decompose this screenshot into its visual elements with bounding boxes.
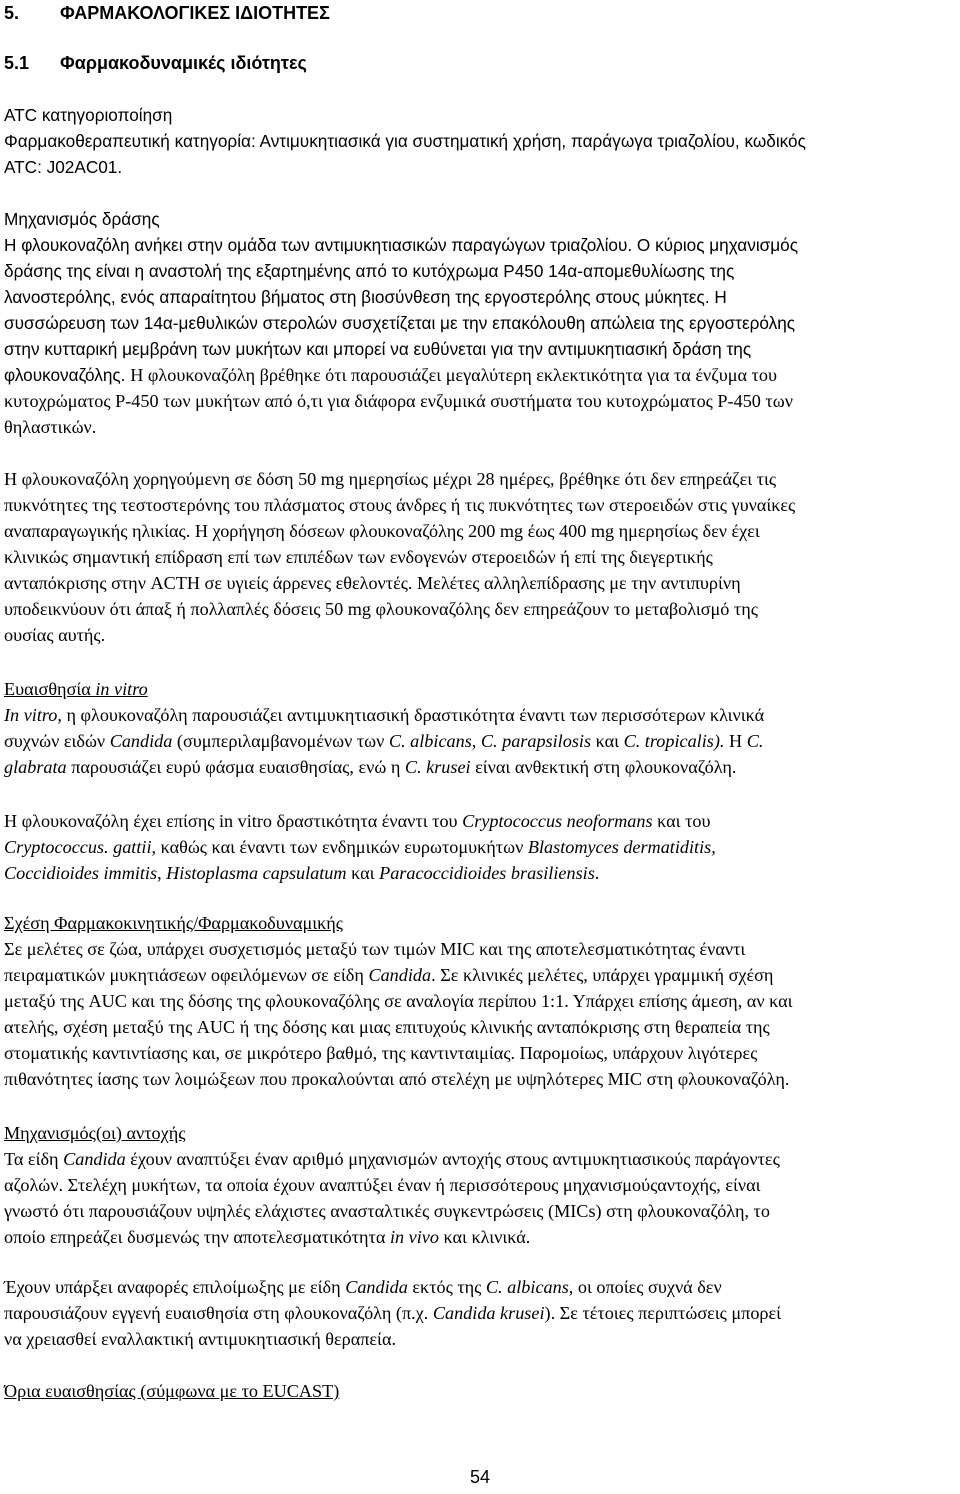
pkpd-line: στοματικής καντιντίασης και, σε μικρότερο βαθμό, της καντινταιμίας. Παρομοίως, υπάρχουν λιγότερες <box>4 1043 758 1063</box>
section-heading <box>4 2 330 24</box>
mechanism-line: Η φλουκοναζόλη ανήκει στην ομάδα των αντιμυκητιασικών παραγώγων τριαζολίου. Ο κύριος μηχανισμός <box>4 235 799 255</box>
invitro-line <box>4 728 952 754</box>
section-number: 5. <box>4 3 20 23</box>
pkpd-section <box>4 910 952 1092</box>
heading-text-italic: in vitro <box>95 679 148 699</box>
atc-line: ATC: J02AC01. <box>4 157 123 177</box>
heading-text: Ευαισθησία <box>4 679 96 699</box>
crypto-section <box>4 808 952 886</box>
resistance-line: γνωστό ότι παρουσιάζουν υψηλές ελάχιστες ανασταλτικές συγκεντρώσεις (MICs) στη φλουκοναζόλη, το <box>4 1201 770 1221</box>
subsection-heading <box>4 52 307 74</box>
text: ). Σε τέτοιες περιπτώσεις μπορεί <box>544 1303 782 1323</box>
reports-section <box>4 1274 952 1352</box>
hormone-line: αναπαραγωγικής ηλικίας. Η χορήγηση δόσεων φλουκοναζόλης 200 mg έως 400 mg ημερησίως δεν έχει <box>4 521 760 541</box>
text: Η φλουκοναζόλη έχει επίσης in vitro δραστικότητα έναντι του <box>4 811 463 831</box>
atc-line: Φαρμακοθεραπευτική κατηγορία: Αντιμυκητιασικά για συστηματική χρήση, παράγωγα τριαζολίου, κωδικός <box>4 131 806 151</box>
hormone-line: υποδεικνύουν ότι άπαξ ή πολλαπλές δόσεις 50 mg φλουκοναζόλης δεν επηρεάζουν το μεταβολισμό της <box>4 599 758 619</box>
text: Τα είδη <box>4 1149 64 1169</box>
resistance-line <box>4 1224 952 1250</box>
text: και <box>346 863 380 883</box>
italic-text: C. krusei <box>404 757 471 777</box>
text: , η φλουκοναζόλη παρουσιάζει αντιμυκητιασική δραστικότητα έναντι των περισσότερων κλινικά <box>57 705 765 725</box>
page-number: 54 <box>469 1467 491 1487</box>
invitro-heading <box>4 676 952 702</box>
mechanism-line <box>4 362 952 388</box>
hormone-line: πυκνότητες της τεστοστερόνης του πλάσματος στους άνδρες ή τις πυκνότητες των στεροειδών στις γυναίκες <box>4 495 796 515</box>
text: , οι οποίες συχνά δεν <box>568 1277 722 1297</box>
subsection-number: 5.1 <box>4 53 30 73</box>
pkpd-line: Σε μελέτες σε ζώα, υπάρχει συσχετισμός μεταξύ των τιμών MIC και της αποτελεσματικότητας έναντι <box>4 939 746 959</box>
hormone-section <box>4 466 952 648</box>
atc-section <box>4 102 952 180</box>
italic-text: C. <box>746 731 764 751</box>
mechanism-line: συσσώρευση των 14α-μεθυλικών στερολών συσχετίζεται με την επακόλουθη απώλεια της εργοστερόλης <box>4 313 796 333</box>
text: παρουσιάζουν εγγενή ευαισθησία στη φλουκοναζόλη (π.χ. <box>4 1303 433 1323</box>
text: Έχουν υπάρξει αναφορές επιλοίμωξης με είδη <box>4 1277 346 1297</box>
resistance-heading: Μηχανισμός(οι) αντοχής <box>4 1123 186 1143</box>
reports-line: να χρειασθεί εναλλακτική αντιμυκητιασική θεραπεία. <box>4 1329 397 1349</box>
hormone-line: ανταπόκρισης στην ACTH σε υγιείς άρρενες εθελοντές. Μελέτες αλληλεπίδρασης με την αντιπυρίνη <box>4 573 741 593</box>
text: πειραματικών μυκητιάσεων οφειλόμενων σε είδη <box>4 965 369 985</box>
italic-text: Coccidioides immitis <box>4 863 158 883</box>
pkpd-heading: Σχέση Φαρμακοκινητικής/Φαρμακοδυναμικής <box>4 913 344 933</box>
italic-text: Candida <box>345 1277 408 1297</box>
text: . Σε κλινικές μελέτες, υπάρχει γραμμική σχέση <box>431 965 774 985</box>
mechanism-line: στην κυτταρική μεμβράνη των μυκήτων και μπορεί να ευθύνεται για την αντιμυκητιασική δράση της <box>4 339 752 359</box>
pkpd-line: ατελής, σχέση μεταξύ της AUC ή της δόσης και μιας επιτυχούς κλινικής ανταπόκρισης στη θεραπεία της <box>4 1017 770 1037</box>
hormone-line: κλινικώς σημαντική επίδραση επί των επιπέδων των ενδογενών στεροειδών ή επί της διεγερτικής <box>4 547 713 567</box>
italic-text: Candida <box>63 1149 126 1169</box>
resistance-line <box>4 1146 952 1172</box>
resistance-section <box>4 1120 952 1250</box>
italic-text: C. tropicalis). <box>623 731 725 751</box>
subsection-title: Φαρμακοδυναμικές ιδιότητες <box>60 53 307 73</box>
text: και <box>591 731 624 751</box>
text: συχνών ειδών <box>4 731 110 751</box>
crypto-line <box>4 834 952 860</box>
italic-text: in vivo <box>389 1227 439 1247</box>
italic-text: Cryptococcus. gattii, <box>4 837 157 857</box>
mechanism-line: δράσης της είναι η αναστολή της εξαρτημένης από το κυτόχρωμα P450 14α-απομεθυλίωσης της <box>4 261 735 281</box>
text: είναι ανθεκτική στη φλουκοναζόλη. <box>470 757 737 777</box>
text: παρουσιάζει ευρύ φάσμα ευαισθησίας, ενώ η <box>66 757 405 777</box>
text: και του <box>652 811 711 831</box>
italic-text: C. albicans, C. parapsilosis <box>388 731 592 751</box>
hormone-line: ουσίας αυτής. <box>4 625 106 645</box>
italic-text: glabrata <box>4 757 67 777</box>
section-title: ΦΑΡΜΑΚΟΛΟΓΙΚΕΣ ΙΔΙΟΤΗΤΕΣ <box>60 3 330 23</box>
mechanism-section <box>4 206 952 440</box>
text: καθώς και έναντι των ενδημικών ευρωτομυκήτων <box>156 837 528 857</box>
text: (συμπεριλαμβανομένων των <box>172 731 389 751</box>
italic-text: Candida <box>368 965 432 985</box>
reports-line <box>4 1274 952 1300</box>
mechanism-text: φλουκοναζόλης. <box>4 365 126 385</box>
text: οποίο επηρεάζει δυσμενώς την αποτελεσματικότητα <box>4 1227 390 1247</box>
crypto-line <box>4 808 952 834</box>
text: , <box>157 863 167 883</box>
pkpd-line: πιθανότητες ίασης των λοιμώξεων που προκαλούνται από στελέχη με υψηλότερες MIC στη φλουκοναζόλη. <box>4 1069 790 1089</box>
hormone-line: Η φλουκοναζόλη χορηγούμενη σε δόση 50 mg ημερησίως μέχρι 28 ημέρες, βρέθηκε ότι δεν επηρεάζει τις <box>4 469 777 489</box>
atc-heading: ATC κατηγοριοποίηση <box>4 105 173 125</box>
invitro-line <box>4 754 952 780</box>
eucast-heading: Όρια ευαισθησίας (σύμφωνα με το EUCAST) <box>4 1381 340 1401</box>
mechanism-line: θηλαστικών. <box>4 417 97 437</box>
italic-text: Cryptococcus neoformans <box>462 811 653 831</box>
italic-text: In vitro <box>4 705 58 725</box>
italic-text: Histoplasma capsulatum <box>166 863 347 883</box>
italic-text: Paracoccidioides brasiliensis <box>379 863 595 883</box>
invitro-line <box>4 702 952 728</box>
mechanism-line: λανοστερόλης, ενός απαραίτητου βήματος στη βιοσύνθεση της εργοστερόλης στους μύκητες. Η <box>4 287 727 307</box>
pkpd-line: μεταξύ της AUC και της δόσης της φλουκοναζόλης σε αναλογία περίπου 1:1. Υπάρχει επίσης άμεση, αν και <box>4 991 793 1011</box>
italic-text: C. albicans <box>485 1277 569 1297</box>
resistance-line: αζολών. Στελέχη μυκήτων, τα οποία έχουν αναπτύξει έναν ή περισσότερους μηχανισμούςαντοχής, είναι <box>4 1175 761 1195</box>
crypto-line <box>4 860 952 886</box>
mechanism-text: Η φλουκοναζόλη βρέθηκε ότι παρουσιάζει μεγαλύτερη εκλεκτικότητα για τα ένζυμα του <box>130 365 777 385</box>
italic-text: Candida krusei <box>432 1303 545 1323</box>
eucast-section <box>4 1378 952 1404</box>
invitro-section <box>4 676 952 780</box>
mechanism-heading: Μηχανισμός δράσης <box>4 209 160 229</box>
text: έχουν αναπτύξει έναν αριθμό μηχανισμών αντοχής στους αντιμυκητιασικούς παράγοντες <box>125 1149 780 1169</box>
text: και κλινικά. <box>438 1227 531 1247</box>
italic-text: Candida <box>109 731 173 751</box>
text: Η <box>724 731 747 751</box>
text: εκτός της <box>407 1277 486 1297</box>
reports-line <box>4 1300 952 1326</box>
pkpd-line <box>4 962 952 988</box>
text: . <box>594 863 600 883</box>
mechanism-line: κυτοχρώματος P-450 των μυκήτων από ό,τι για διάφορα ενζυμικά συστήματα του κυτοχρώματος P-450 των <box>4 391 793 411</box>
italic-text: Blastomyces dermatiditis, <box>527 837 716 857</box>
